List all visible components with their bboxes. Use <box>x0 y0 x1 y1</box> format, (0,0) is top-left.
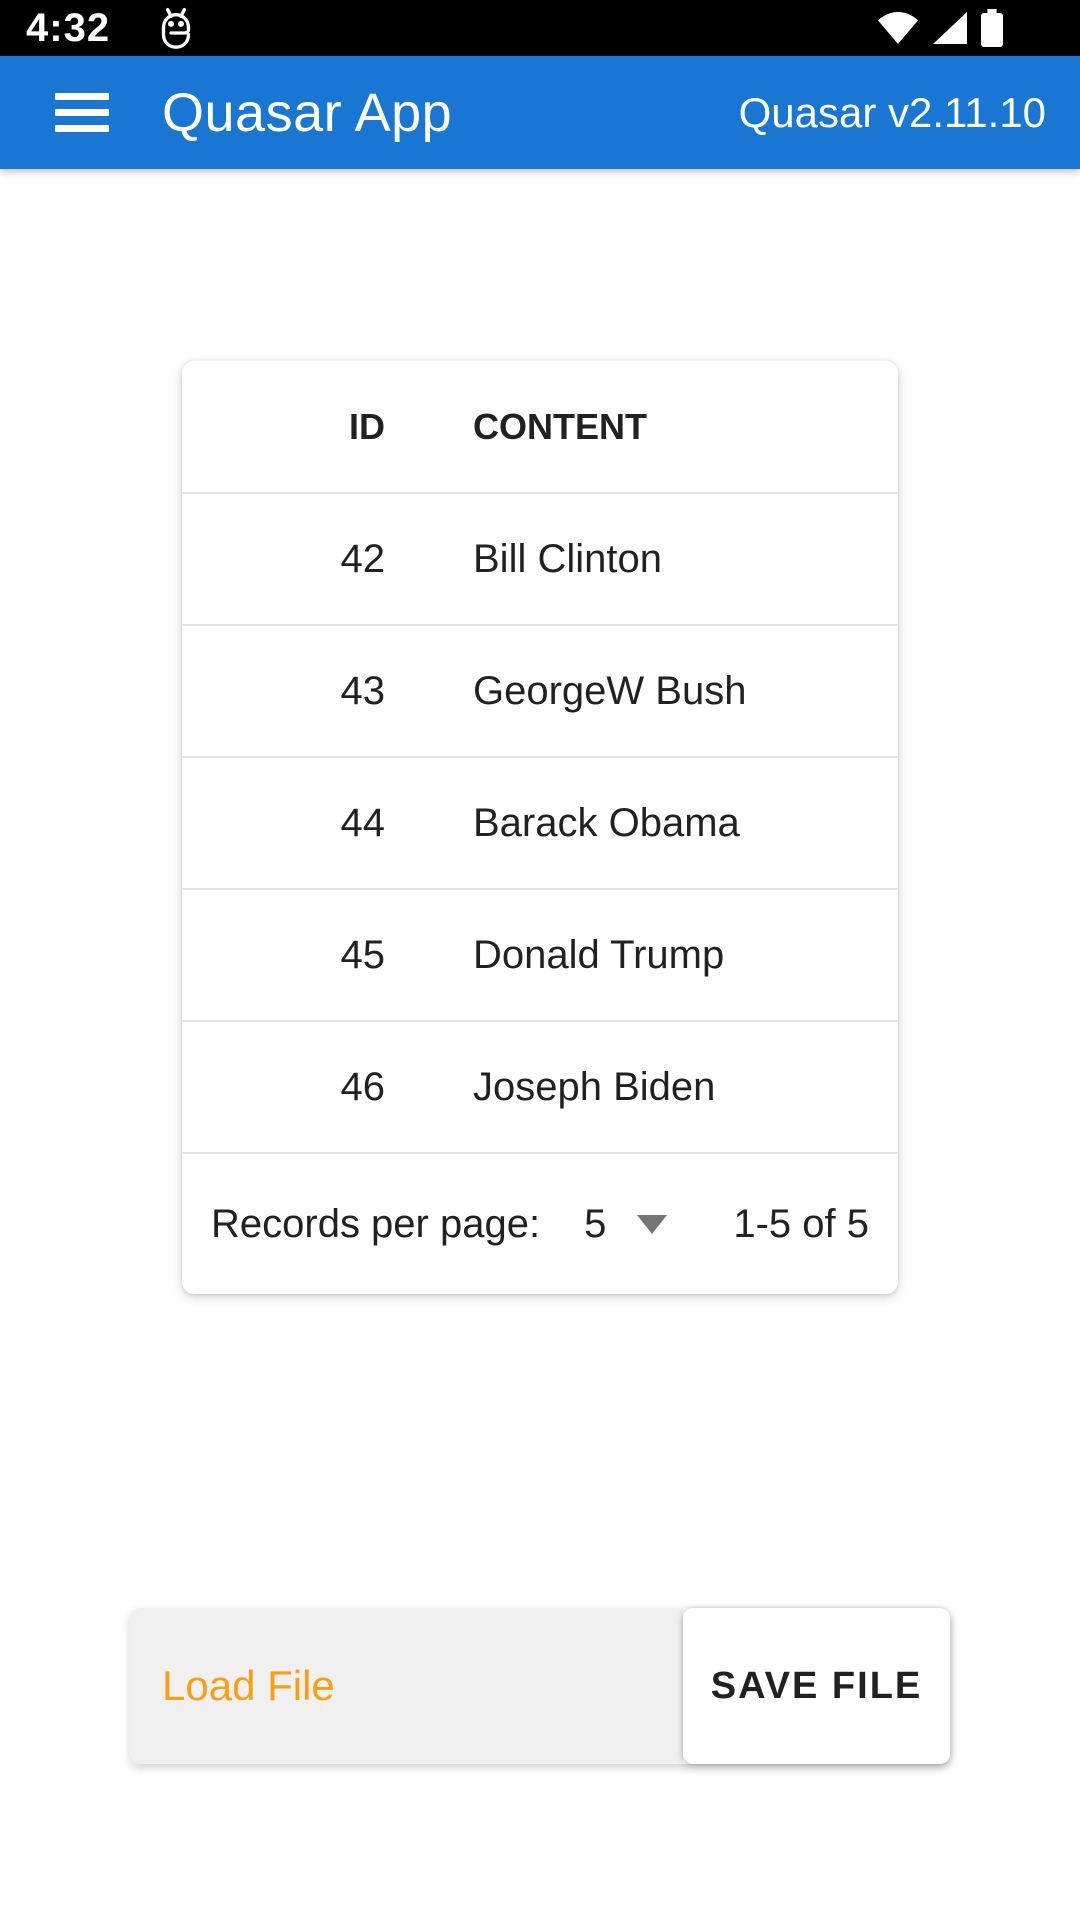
file-action-bar <box>130 1608 950 1764</box>
app-bar <box>0 56 1080 169</box>
cell-content: Bill Clinton <box>473 536 662 581</box>
cell-id: 42 <box>340 536 385 581</box>
cell-id: 45 <box>340 932 385 977</box>
battery-icon <box>981 9 1003 47</box>
dropdown-arrow-icon <box>637 1215 667 1234</box>
column-header-id: ID <box>349 405 385 447</box>
cellular-signal-icon <box>933 12 967 44</box>
wifi-icon <box>877 12 919 44</box>
table-row <box>182 1022 898 1154</box>
page-title: Quasar App <box>162 82 453 143</box>
table-row <box>182 758 898 890</box>
load-file-input[interactable] <box>130 1608 683 1764</box>
records-table-card <box>182 361 898 1294</box>
table-row <box>182 890 898 1022</box>
cell-content: Donald Trump <box>473 932 725 977</box>
cell-content: Barack Obama <box>473 800 740 845</box>
load-file-label: Load File <box>162 1662 335 1709</box>
clock: 4:32 <box>26 5 111 50</box>
status-icons <box>877 9 1003 47</box>
android-debug-icon <box>156 6 196 50</box>
table-row <box>182 494 898 626</box>
cell-id: 43 <box>340 668 385 713</box>
cell-id: 44 <box>340 800 385 845</box>
pagination-range-label: 1-5 of 5 <box>733 1201 869 1246</box>
table-header-row <box>182 361 898 494</box>
cell-id: 46 <box>340 1064 385 1109</box>
version-label: Quasar v2.11.10 <box>738 88 1046 136</box>
status-bar <box>0 0 1080 56</box>
records-per-page-label: Records per page: <box>211 1201 541 1246</box>
cell-content: GeorgeW Bush <box>473 668 747 713</box>
menu-icon[interactable] <box>46 77 118 149</box>
table-pagination <box>182 1154 898 1294</box>
records-per-page-select[interactable] <box>584 1202 667 1247</box>
page-content <box>0 169 1080 1294</box>
cell-content: Joseph Biden <box>473 1064 716 1109</box>
save-file-button[interactable]: SAVE FILE <box>683 1608 950 1764</box>
column-header-content: CONTENT <box>473 405 647 447</box>
records-per-page-value: 5 <box>584 1201 607 1246</box>
table-row <box>182 626 898 758</box>
